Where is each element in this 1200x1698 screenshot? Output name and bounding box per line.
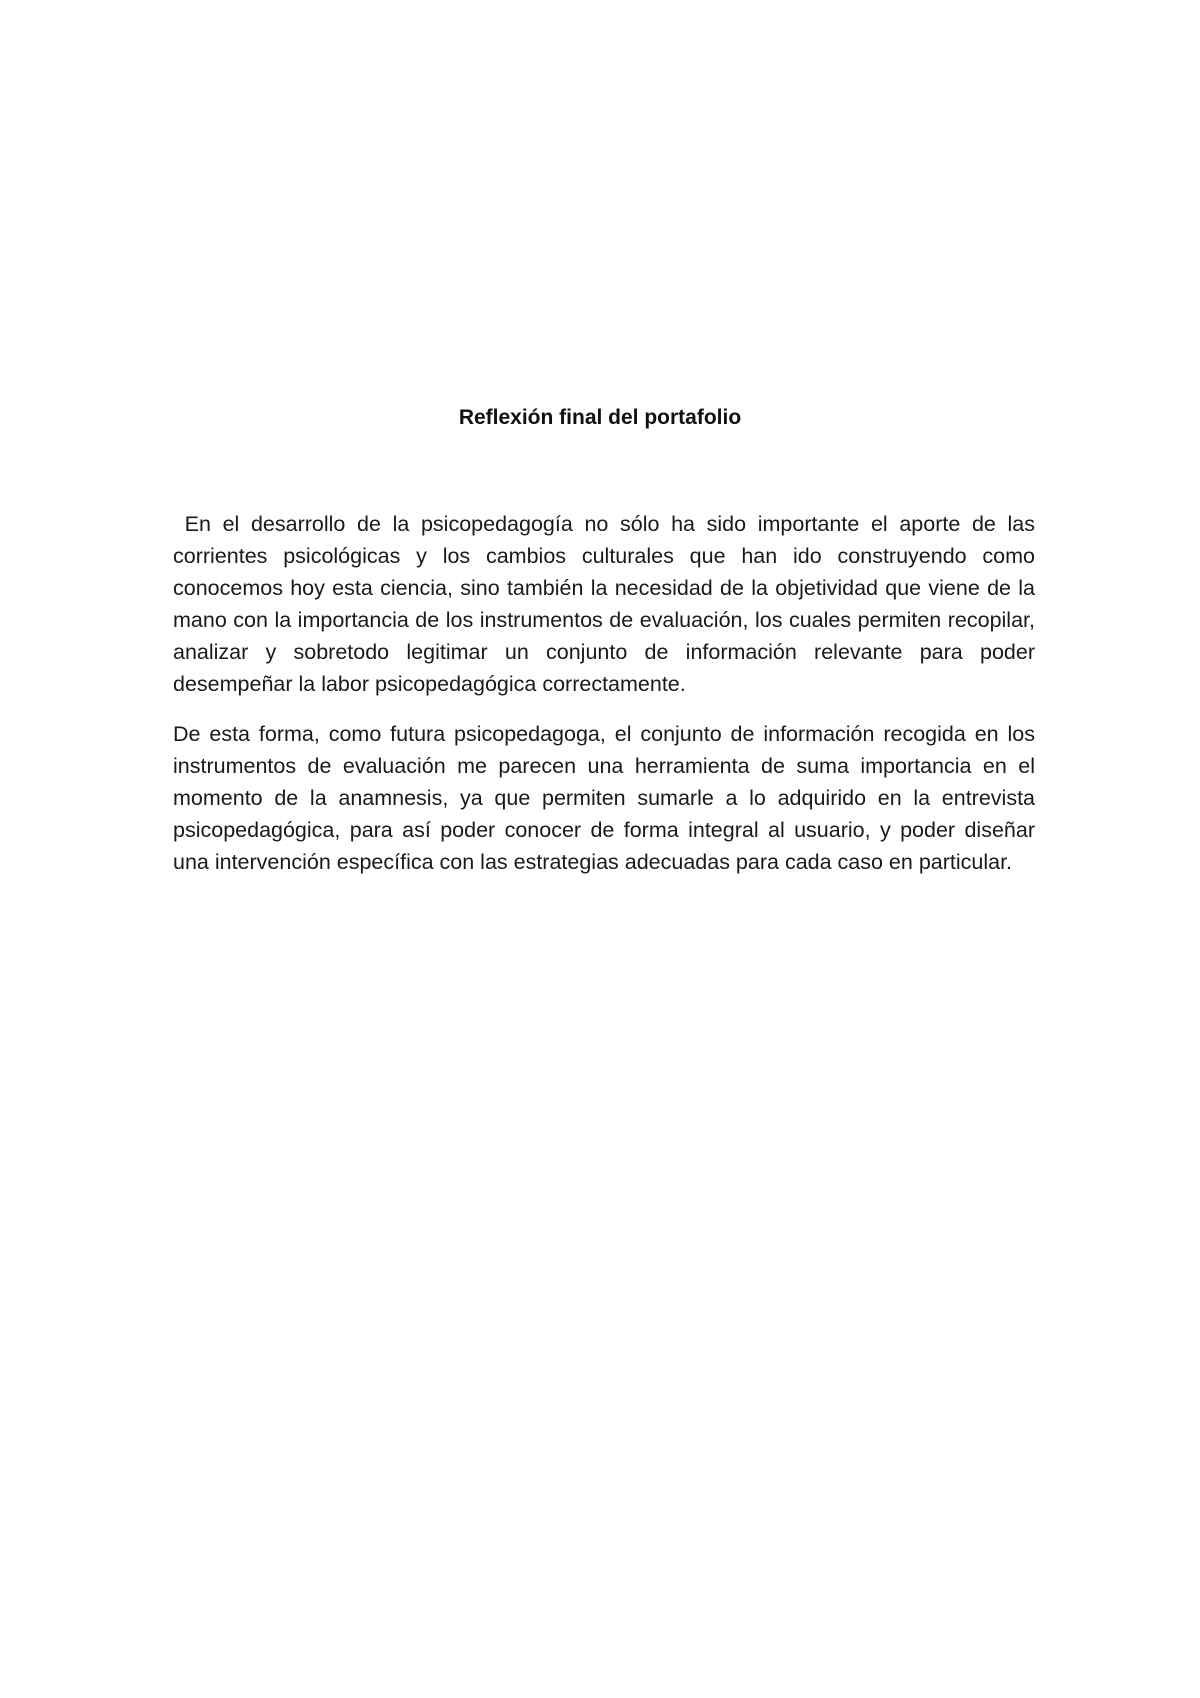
paragraph-2: De esta forma, como futura psicopedagoga, el conjunto de información recogida en los instrumentos de evaluación me parecen una herramienta de suma importancia en el momento de la anamnesis, ya que permiten sumarle a lo adquirido en la entrevista psicopedagógica, para así poder conocer de forma integral al usuario, y poder diseñar una intervención específica con las estrategias adecuadas para cada caso en particular. [173,722,1035,874]
document-body [173,508,1041,878]
paragraph-1: En el desarrollo de la psicopedagogía no sólo ha sido importante el aporte de las corrientes psicológicas y los cambios culturales que han ido construyendo como conocemos hoy esta ciencia, sino también la necesidad de la objetividad que viene de la mano con la importancia de los instrumentos de evaluación, los cuales permiten recopilar, analizar y sobretodo legitimar un conjunto de información relevante para poder desempeñar la labor psicopedagógica correctamente. [173,512,1041,696]
page-title: Reflexión final del portafolio [458,406,742,429]
